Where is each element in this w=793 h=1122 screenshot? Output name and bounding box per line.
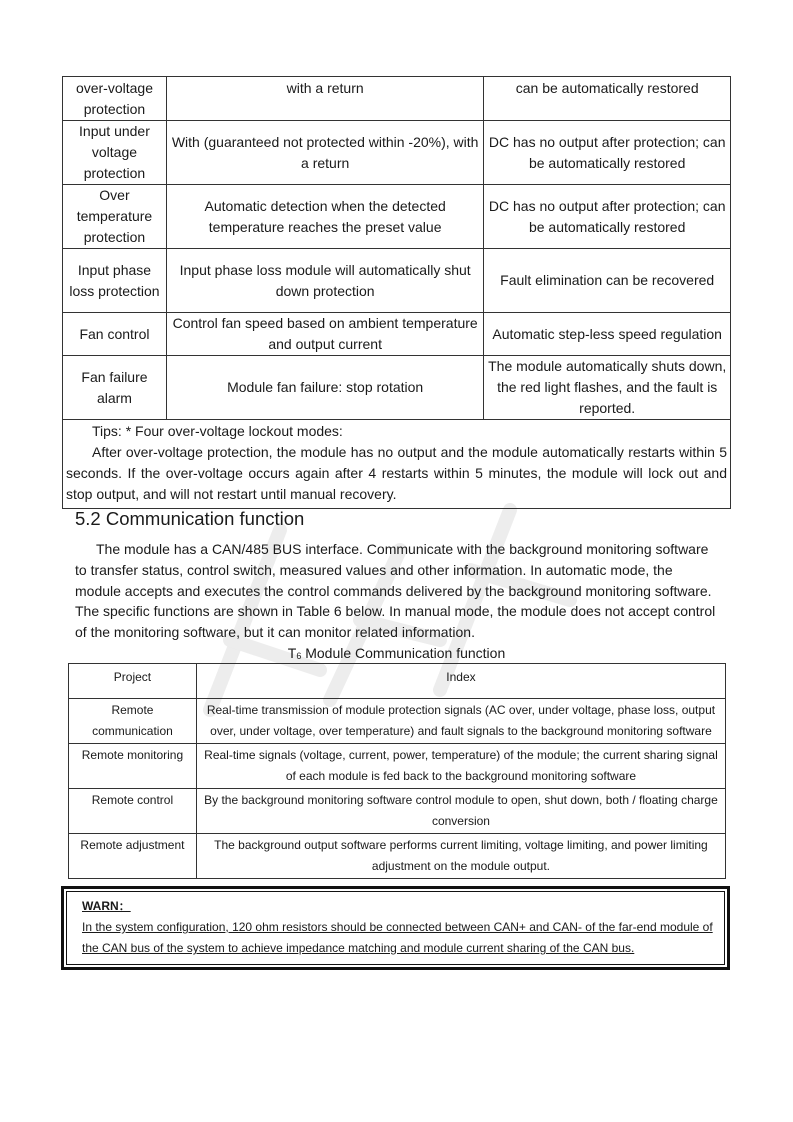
protection-method: With (guaranteed not protected within -20%), with a return — [166, 121, 483, 185]
protection-item: over-voltage protection — [63, 77, 167, 121]
communication-table — [68, 663, 726, 879]
table-row — [63, 313, 731, 356]
tips-cell — [63, 420, 731, 509]
caption-table-number: 6 — [296, 651, 302, 661]
protection-item: Over temperature protection — [63, 185, 167, 249]
column-header-project: Project — [69, 664, 197, 699]
index-cell: Real-time signals (voltage, current, power, temperature) of the module; the current sharing signal of each module is fed back to the background monitoring software — [196, 744, 725, 789]
protection-method: with a return — [166, 77, 483, 121]
caption-prefix: T — [287, 645, 297, 661]
table-row — [63, 249, 731, 313]
warning-text: In the system configuration, 120 ohm resistors should be connected between CAN+ and CAN- of the far-end module of the CAN bus of the system to achieve impedance matching and module current sharing of the CAN bus. — [82, 920, 713, 955]
section-heading: 5.2 Communication function — [75, 508, 305, 529]
warning-title: WARN： — [82, 899, 131, 913]
protection-item: Input under voltage protection — [63, 121, 167, 185]
protection-item: Fan control — [63, 313, 167, 356]
column-header-index: Index — [196, 664, 725, 699]
protection-result: Fault elimination can be recovered — [484, 249, 731, 313]
table-row — [63, 121, 731, 185]
warning-content — [82, 896, 722, 959]
section-paragraph: The module has a CAN/485 BUS interface. Communicate with the background monitoring software to transfer status, control switch, measured values and other information. In automatic mode, the module accepts and executes the control commands delivered by the background monitoring software. The specific functions are shown in Table 6 below. In manual mode, the module does not accept control of the monitoring software, but it can monitor related information. — [75, 541, 716, 641]
protection-result: DC has no output after protection; can be automatically restored — [484, 121, 731, 185]
project-cell: Remote monitoring — [69, 744, 197, 789]
table-row — [63, 356, 731, 420]
table-row — [63, 77, 731, 121]
table-row — [69, 834, 726, 879]
tips-row — [63, 420, 731, 509]
index-cell: By the background monitoring software control module to open, shut down, both / floating charge conversion — [196, 789, 725, 834]
warning-box — [61, 886, 730, 970]
index-cell: Real-time transmission of module protection signals (AC over, under voltage, phase loss, output over, under voltage, over temperature) and fault signals to the background monitoring software — [196, 699, 725, 744]
project-cell: Remote communication — [69, 699, 197, 744]
table-header-row — [69, 664, 726, 699]
project-cell: Remote adjustment — [69, 834, 197, 879]
table-caption — [62, 644, 731, 665]
protection-result: DC has no output after protection; can be automatically restored — [484, 185, 731, 249]
caption-text: Module Communication function — [301, 645, 506, 661]
protection-table — [62, 76, 731, 509]
protection-method: Module fan failure: stop rotation — [166, 356, 483, 420]
index-cell: The background output software performs current limiting, voltage limiting, and power limiting adjustment on the module output. — [196, 834, 725, 879]
protection-result: The module automatically shuts down, the red light flashes, and the fault is reported. — [484, 356, 731, 420]
protection-result: Automatic step-less speed regulation — [484, 313, 731, 356]
project-cell: Remote control — [69, 789, 197, 834]
protection-item: Fan failure alarm — [63, 356, 167, 420]
tips-body: After over-voltage protection, the module has no output and the module automatically restarts within 5 seconds. If the over-voltage occurs again after 4 restarts within 5 minutes, the module will lock out and stop output, and will not restart until manual recovery. — [66, 444, 727, 502]
protection-method: Input phase loss module will automatically shut down protection — [166, 249, 483, 313]
protection-method: Control fan speed based on ambient temperature and output current — [166, 313, 483, 356]
protection-method: Automatic detection when the detected temperature reaches the preset value — [166, 185, 483, 249]
table-row — [69, 744, 726, 789]
tips-title: Tips: * Four over-voltage lockout modes: — [92, 423, 343, 439]
protection-result: can be automatically restored — [484, 77, 731, 121]
table-row — [63, 185, 731, 249]
protection-item: Input phase loss protection — [63, 249, 167, 313]
table-row — [69, 699, 726, 744]
table-row — [69, 789, 726, 834]
